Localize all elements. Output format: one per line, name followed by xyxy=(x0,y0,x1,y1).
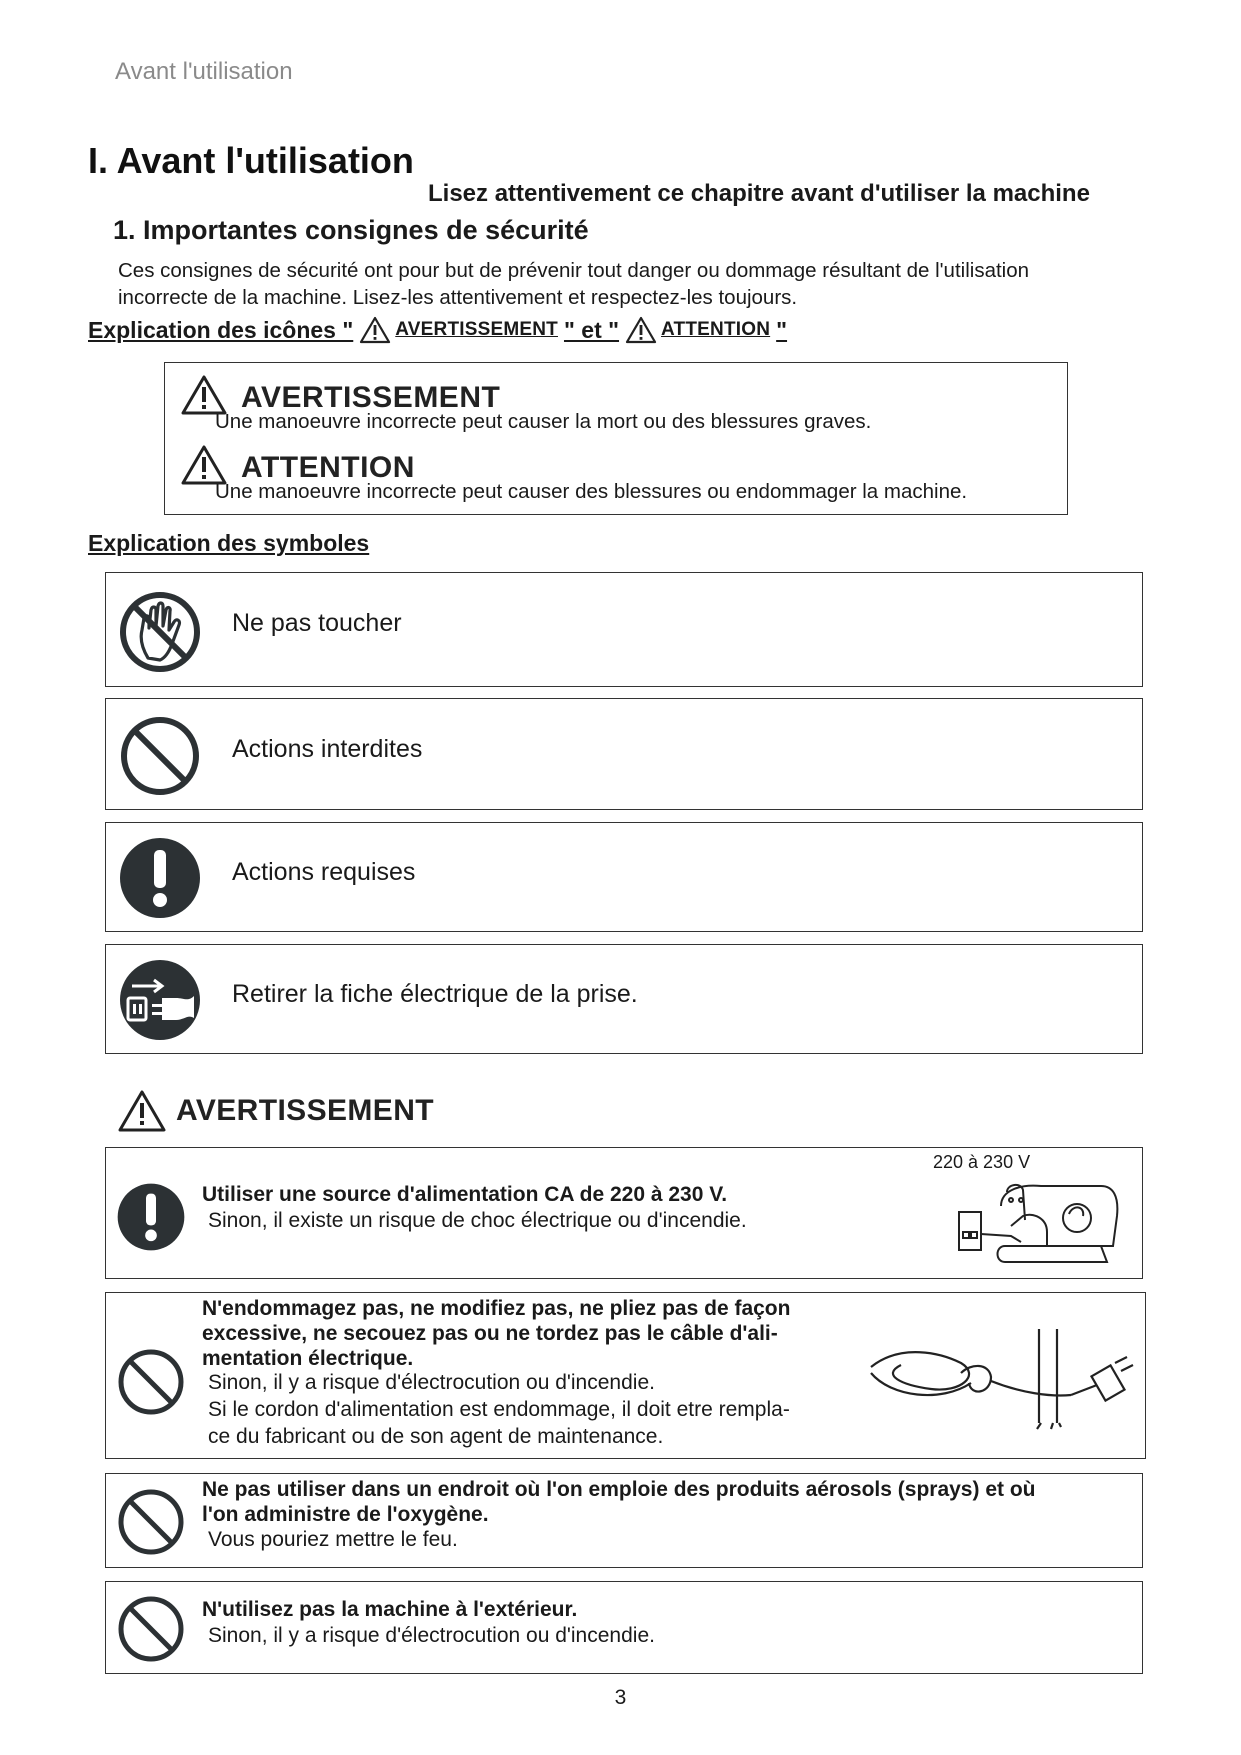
warning-detail-text: Sinon, il y a risque d'électrocution ou d'incendie. xyxy=(208,1371,655,1394)
warning-bold-text: Ne pas utiliser dans un endroit où l'on emploie des produits aérosols (sprays) et où xyxy=(202,1478,1036,1501)
warning-bold-text: N'endommagez pas, ne modifiez pas, ne pliez pas de façon xyxy=(202,1297,791,1320)
prohibited-icon xyxy=(118,714,202,798)
warning-detail-text: ce du fabricant ou de son agent de maintenance. xyxy=(208,1425,664,1448)
symbols-heading: Explication des symboles xyxy=(88,530,370,556)
mandatory-icon xyxy=(118,836,202,920)
warning-item-outdoor xyxy=(105,1581,1143,1674)
warning-bold-text: l'on administre de l'oxygène. xyxy=(202,1503,489,1526)
power-cord-illustration xyxy=(861,1323,1141,1433)
inline-caution-text: ATTENTION xyxy=(661,319,771,340)
symbol-row-prohibited xyxy=(105,698,1143,810)
symbol-label: Actions requises xyxy=(232,858,416,886)
warning-bold-text: mentation électrique. xyxy=(202,1347,414,1370)
warning-item-aerosols xyxy=(105,1473,1143,1568)
signal-word-legend xyxy=(164,362,1068,515)
intro-line: Ces consignes de sécurité ont pour but de prévenir tout danger ou dommage résultant de l'utilisation xyxy=(118,259,1030,282)
warning-triangle-icon xyxy=(181,375,227,415)
warning-triangle-icon xyxy=(359,316,391,344)
prohibited-icon xyxy=(116,1487,186,1557)
warning-detail-text: Sinon, il existe un risque de choc électrique ou d'incendie. xyxy=(208,1209,747,1232)
warning-item-power-cord xyxy=(105,1292,1146,1459)
warning-bold-text: Utiliser une source d'alimentation CA de 220 à 230 V. xyxy=(202,1183,728,1206)
legend-caution-label: ATTENTION xyxy=(241,451,415,484)
page-number: 3 xyxy=(614,1686,627,1709)
prohibited-icon xyxy=(116,1594,186,1664)
icons-explanation-heading xyxy=(88,316,787,344)
inline-warning-text: AVERTISSEMENT xyxy=(395,319,558,340)
chapter-title: I. Avant l'utilisation xyxy=(88,140,414,181)
warning-detail-text: Sinon, il y a risque d'électrocution ou d'incendie. xyxy=(208,1624,655,1647)
warning-bold-text: N'utilisez pas la machine à l'extérieur. xyxy=(202,1598,578,1621)
mandatory-icon xyxy=(116,1182,186,1252)
warning-triangle-icon xyxy=(181,445,227,485)
legend-warning-description: Une manoeuvre incorrecte peut causer la mort ou des blessures graves. xyxy=(215,410,872,433)
section-title: 1. Importantes consignes de sécurité xyxy=(113,215,589,245)
running-header: Avant l'utilisation xyxy=(115,58,293,85)
symbol-label: Retirer la fiche électrique de la prise. xyxy=(232,980,638,1008)
symbol-row-no-touch xyxy=(105,572,1143,687)
no-touch-icon xyxy=(118,590,202,674)
warning-section-heading xyxy=(118,1090,434,1132)
intro-line: incorrecte de la machine. Lisez-les attentivement et respectez-les toujours. xyxy=(118,286,798,309)
chapter-subtitle: Lisez attentivement ce chapitre avant d'utiliser la machine xyxy=(428,180,1090,207)
symbol-row-unplug xyxy=(105,944,1143,1054)
legend-warning-label: AVERTISSEMENT xyxy=(241,381,501,414)
warning-triangle-icon xyxy=(625,316,657,344)
warning-detail-text: Vous pouriez mettre le feu. xyxy=(208,1528,458,1551)
voltage-label: 220 à 230 V xyxy=(933,1152,1031,1172)
warning-triangle-icon xyxy=(118,1090,166,1132)
warning-bold-text: excessive, ne secouez pas ou ne tordez pas le câble d'ali- xyxy=(202,1322,778,1345)
icons-heading-middle: " et " xyxy=(563,316,620,343)
icons-heading-suffix: " xyxy=(776,316,788,343)
symbol-label: Ne pas toucher xyxy=(232,609,402,637)
section-intro xyxy=(118,257,1158,311)
symbol-row-mandatory xyxy=(105,822,1143,932)
warning-heading-label: AVERTISSEMENT xyxy=(176,1094,435,1127)
sewing-machine-plug-illustration xyxy=(951,1176,1121,1272)
icons-heading-prefix: Explication des icônes " xyxy=(88,316,354,343)
warning-detail-text: Si le cordon d'alimentation est endommage, il doit etre rempla- xyxy=(208,1398,790,1421)
warning-item-power-supply xyxy=(105,1147,1143,1279)
inline-warning-label xyxy=(359,316,558,344)
inline-caution-label xyxy=(625,316,770,344)
prohibited-icon xyxy=(116,1347,186,1417)
legend-caution-description: Une manoeuvre incorrecte peut causer des blessures ou endommager la machine. xyxy=(215,480,968,503)
symbol-label: Actions interdites xyxy=(232,735,423,763)
unplug-icon xyxy=(118,958,202,1042)
